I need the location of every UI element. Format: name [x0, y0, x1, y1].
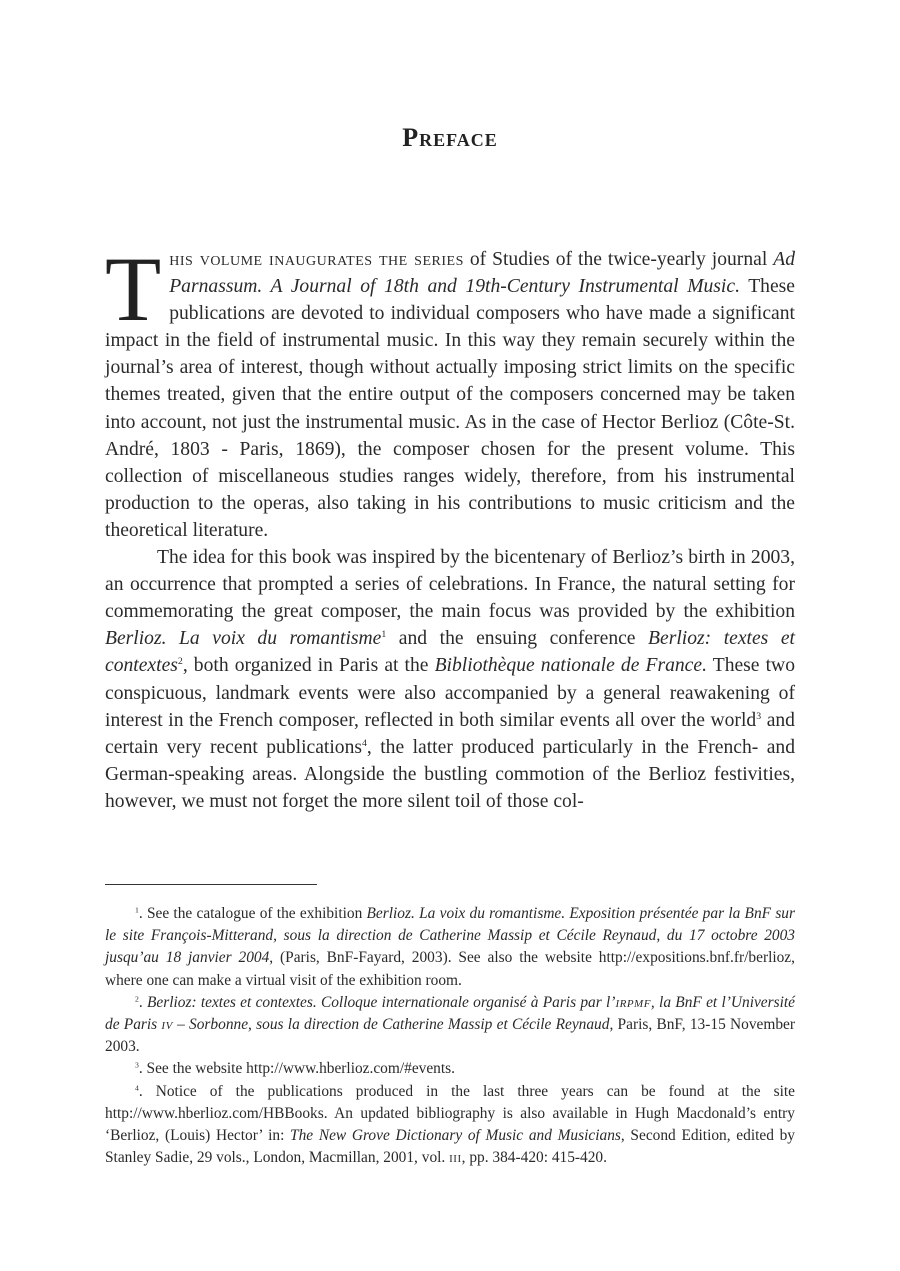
- text: and the ensuing conference: [386, 628, 649, 650]
- main-text: [105, 238, 795, 815]
- journal-title: Ad Parnassum. A Journal of 18th and 19th-Century Instrumental Music.: [169, 249, 795, 298]
- page-title: Preface: [402, 123, 498, 153]
- exhibition-title: Berlioz. La voix du romantisme: [105, 628, 382, 650]
- dictionary-title: The New Grove Dictionary of Music and Musicians: [290, 1127, 621, 1145]
- colloquium-title-cont: – Sorbonne, sous la direction de Catherine Massip et Cécile Reynaud: [172, 1016, 610, 1034]
- footnote-divider: [105, 884, 317, 885]
- drop-cap: T: [105, 238, 162, 340]
- footnote-4: [105, 1081, 795, 1170]
- small-caps-lead: his volume inaugurates the series: [169, 249, 464, 270]
- abbreviation: irpmf: [615, 993, 651, 1011]
- library-name: Bibliothèque nationale de France.: [434, 655, 707, 677]
- text: of Studies of the twice-yearly journal: [463, 249, 774, 270]
- footnotes: [105, 903, 795, 1169]
- roman-numeral: iv: [161, 1016, 173, 1034]
- text: These publications are devoted to individual composers who have made a significant impact in the field of instrumental music. In this way they remain securely within the journal’s area of interest, though without actually imposing strict limits on the specific themes treated, given that the entire output of the composers concerned may be taken into account, not just the instrumental music. As in the case of Hector Berlioz (Côte-St. André, 1803 - Paris, 1869), the composer chosen for the present volume. This collection of miscellaneous studies ranges widely, therefore, from his instrumental production to the operas, also taking in his contributions to music criticism and the theoretical literature.: [105, 276, 795, 541]
- text: The idea for this book was inspired by the bicentenary of Berlioz’s birth in 2003, an occurrence that prompted a series of celebrations. In France, the natural setting for commemorating the great composer, the main focus was provided by the exhibition: [105, 547, 795, 623]
- paragraph-1: [105, 238, 795, 544]
- footnote-1: [105, 903, 795, 992]
- footnote-2: [105, 992, 795, 1059]
- text: .: [138, 993, 147, 1011]
- footnote-number: 3: [135, 1061, 139, 1071]
- colloquium-title-cont: , la BnF et l’Université de Paris: [105, 993, 795, 1034]
- text: . See the catalogue of the exhibition: [138, 905, 367, 922]
- text: . Notice of the publications produced in the last three years can be found at the site http://www.hberlioz.com/HBBooks. An updated bibliography is also available in Hugh Macdonald’s entry ‘Berlioz, (Louis) Hector’ in:: [105, 1082, 795, 1145]
- text: . See the website http://www.hberlioz.com/#events.: [138, 1060, 455, 1078]
- paragraph-2: [105, 544, 795, 815]
- conference-title: Berlioz: textes et contextes: [105, 628, 795, 677]
- text: , both organized in Paris at the: [182, 655, 435, 677]
- colloquium-title: Berlioz: textes et contextes. Colloque internationale organisé à Paris par l’: [146, 993, 616, 1011]
- text: , pp. 384-420: 415-420.: [461, 1149, 607, 1167]
- footnote-ref-2[interactable]: 2: [177, 656, 183, 668]
- catalogue-title: Berlioz. La voix du romantisme. Exposition présentée par la BnF sur le site François-Mitterand, sous la direction de Catherine Massip et Cécile Reynaud, du 17 octobre 2003 jusqu’au 18 janvier 2004: [105, 905, 795, 967]
- text: and certain very recent publications: [105, 709, 795, 758]
- text: These two conspicuous, landmark events were also accompanied by a general reawakening of interest in the French composer, reflected in both similar events all over the world: [105, 655, 795, 731]
- text: , Paris, BnF, 13-15 November 2003.: [105, 1016, 795, 1056]
- text: , Second Edition, edited by Stanley Sadie, 29 vols., London, Macmillan, 2001, vol.: [105, 1127, 795, 1167]
- footnote-ref-1[interactable]: 1: [381, 629, 387, 641]
- footnote-number: 2: [135, 994, 139, 1004]
- footnote-ref-4[interactable]: 4: [362, 737, 367, 749]
- footnote-3: [105, 1058, 795, 1080]
- text: , (Paris, BnF-Fayard, 2003). See also the website http://expositions.bnf.fr/berlioz, where one can make a virtual visit of the exhibition room.: [105, 949, 795, 989]
- roman-numeral: iii: [449, 1149, 462, 1167]
- footnote-number: 1: [135, 905, 139, 915]
- text: , the latter produced particularly in the French- and German-speaking areas. Alongside the bustling commotion of the Berlioz festivities, however, we must not forget the more silent toil of those col-: [105, 736, 795, 812]
- footnote-number: 4: [135, 1083, 139, 1093]
- footnote-ref-3[interactable]: 3: [756, 710, 762, 722]
